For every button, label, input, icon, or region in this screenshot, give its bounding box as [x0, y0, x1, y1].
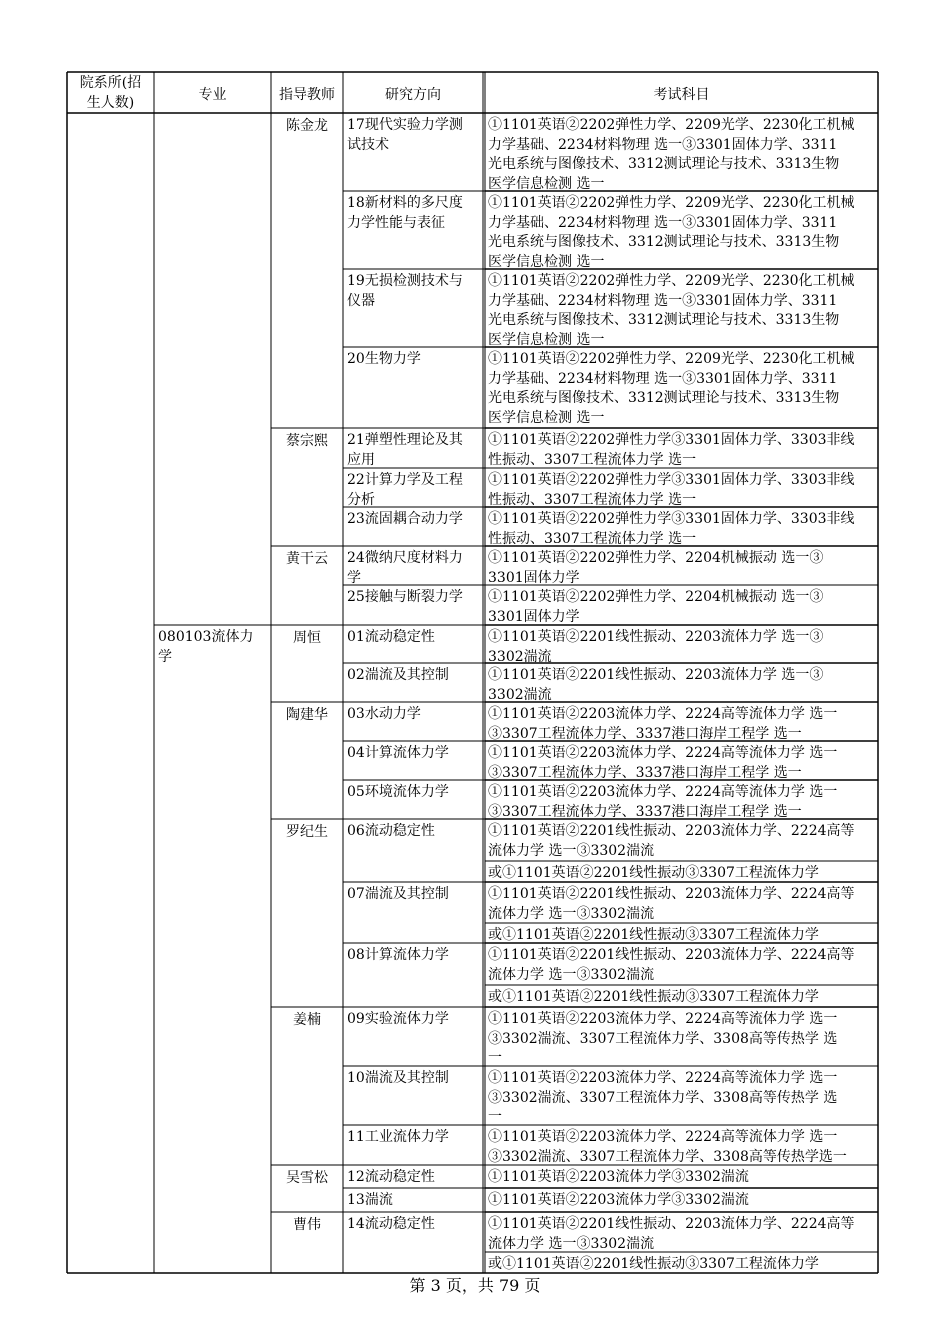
page-footer: 第 3 页，共 79 页 [409, 1276, 541, 1295]
exam-subjects: ①1101英语②2202弹性力学、2209光学、2230化工机械 [488, 195, 855, 211]
exam-subjects: 或①1101英语②2201线性振动③3307工程流体力学 [488, 1256, 819, 1272]
exam-subjects: 光电系统与图像技术、3312测试理论与技术、3313生物 [488, 312, 840, 328]
exam-subjects: 光电系统与图像技术、3312测试理论与技术、3313生物 [488, 390, 840, 406]
advisor-name: 陈金龙 [286, 118, 328, 134]
research-direction: 01流动稳定性 [347, 629, 435, 645]
research-direction: 25接触与断裂力学 [347, 589, 463, 605]
exam-subjects: 流体力学 选一③3302湍流 [488, 1235, 655, 1252]
exam-subjects: 力学基础、2234材料物理 选一③3301固体力学、3311 [488, 370, 838, 387]
research-direction: 12流动稳定性 [347, 1169, 435, 1185]
exam-subjects: 3301固体力学 [488, 608, 580, 625]
exam-subjects: ③3307工程流体力学、3337港口海岸工程学 选一 [488, 725, 802, 742]
research-direction: 13湍流 [347, 1192, 393, 1208]
research-direction: 04计算流体力学 [347, 745, 449, 761]
research-direction: 18新材料的多尺度 [347, 195, 463, 211]
exam-subjects: 力学基础、2234材料物理 选一③3301固体力学、3311 [488, 136, 838, 153]
exam-subjects: 一 [488, 1109, 502, 1125]
exam-subjects: 光电系统与图像技术、3312测试理论与技术、3313生物 [488, 156, 840, 172]
exam-subjects: ①1101英语②2201线性振动、2203流体力学 选一③ [488, 629, 824, 645]
research-direction: 试技术 [347, 136, 389, 153]
advisor-name: 黄干云 [286, 551, 328, 567]
research-direction: 力学性能与表征 [347, 214, 445, 231]
exam-subjects: ①1101英语②2202弹性力学、2209光学、2230化工机械 [488, 117, 855, 133]
research-direction: 22计算力学及工程 [347, 472, 463, 488]
research-direction: 17现代实验力学测 [347, 117, 463, 133]
research-direction: 05环境流体力学 [347, 784, 449, 800]
exam-subjects: ③3307工程流体力学、3337港口海岸工程学 选一 [488, 764, 802, 781]
exam-subjects: ①1101英语②2202弹性力学③3301固体力学、3303非线 [488, 432, 855, 448]
exam-subjects: ①1101英语②2203流体力学③3302湍流 [488, 1192, 749, 1208]
exam-subjects: ①1101英语②2202弹性力学、2209光学、2230化工机械 [488, 351, 855, 367]
advisor-name: 吴雪松 [286, 1170, 328, 1186]
research-direction: 06流动稳定性 [347, 823, 435, 839]
exam-subjects: ③3307工程流体力学、3337港口海岸工程学 选一 [488, 803, 802, 820]
exam-subjects: 或①1101英语②2201线性振动③3307工程流体力学 [488, 865, 819, 881]
exam-subjects: 流体力学 选一③3302湍流 [488, 966, 655, 983]
exam-subjects: ①1101英语②2203流体力学、2224高等流体力学 选一 [488, 745, 838, 761]
exam-subjects: 性振动、3307工程流体力学 选一 [488, 451, 697, 468]
research-direction: 20生物力学 [347, 351, 421, 367]
exam-subjects: ③3302湍流、3307工程流体力学、3308高等传热学选一 [488, 1148, 847, 1165]
exam-subjects: 或①1101英语②2201线性振动③3307工程流体力学 [488, 927, 819, 943]
exam-subjects: ①1101英语②2203流体力学、2224高等流体力学 选一 [488, 1070, 838, 1086]
exam-subjects: 3302湍流 [488, 686, 552, 703]
exam-subjects: 医学信息检测 选一 [488, 175, 605, 192]
exam-subjects: ③3302湍流、3307工程流体力学、3308高等传热学 选 [488, 1030, 838, 1047]
major-name: 080103流体力 [158, 629, 254, 645]
advisor-name: 姜楠 [293, 1012, 321, 1028]
header-exam: 考试科目 [653, 87, 710, 103]
research-direction: 14流动稳定性 [347, 1216, 435, 1232]
exam-subjects: 性振动、3307工程流体力学 选一 [488, 491, 697, 508]
exam-subjects: 一 [488, 1050, 502, 1066]
header-dept-line1: 院系所(招 [79, 75, 142, 91]
exam-subjects: 3302湍流 [488, 648, 552, 665]
exam-subjects: 光电系统与图像技术、3312测试理论与技术、3313生物 [488, 234, 840, 250]
exam-subjects: 医学信息检测 选一 [488, 253, 605, 270]
exam-subjects: 或①1101英语②2201线性振动③3307工程流体力学 [488, 989, 819, 1005]
exam-subjects: 3301固体力学 [488, 569, 580, 586]
research-direction: 09实验流体力学 [347, 1011, 449, 1027]
research-direction: 19无损检测技术与 [347, 273, 463, 289]
exam-subjects: 力学基础、2234材料物理 选一③3301固体力学、3311 [488, 214, 838, 231]
exam-subjects: ①1101英语②2202弹性力学③3301固体力学、3303非线 [488, 511, 855, 527]
exam-subjects: ①1101英语②2203流体力学、2224高等流体力学 选一 [488, 1011, 838, 1027]
research-direction: 23流固耦合动力学 [347, 511, 463, 527]
exam-subjects: ①1101英语②2201线性振动、2203流体力学、2224高等 [488, 947, 855, 963]
exam-subjects: 性振动、3307工程流体力学 选一 [488, 530, 697, 547]
advisor-name: 蔡宗熙 [286, 433, 328, 449]
research-direction: 02湍流及其控制 [347, 667, 449, 683]
research-direction: 11工业流体力学 [347, 1129, 449, 1145]
research-direction: 08计算流体力学 [347, 947, 449, 963]
exam-subjects: ①1101英语②2202弹性力学、2204机械振动 选一③ [488, 589, 824, 605]
exam-subjects: 流体力学 选一③3302湍流 [488, 905, 655, 922]
research-direction: 仪器 [347, 292, 375, 309]
research-direction: 学 [347, 569, 361, 586]
exam-subjects: ①1101英语②2203流体力学、2224高等流体力学 选一 [488, 706, 838, 722]
exam-subjects: ③3302湍流、3307工程流体力学、3308高等传热学 选 [488, 1089, 838, 1106]
exam-subjects: ①1101英语②2203流体力学、2224高等流体力学 选一 [488, 1129, 838, 1145]
advisor-name: 曹伟 [293, 1217, 321, 1233]
exam-subjects: ①1101英语②2203流体力学、2224高等流体力学 选一 [488, 784, 838, 800]
advisor-name: 陶建华 [286, 707, 328, 723]
research-direction: 应用 [347, 451, 375, 468]
exam-subjects: ①1101英语②2201线性振动、2203流体力学、2224高等 [488, 823, 855, 839]
exam-subjects: ①1101英语②2201线性振动、2203流体力学、2224高等 [488, 886, 855, 902]
exam-subjects: 医学信息检测 选一 [488, 331, 605, 348]
exam-subjects: ①1101英语②2201线性振动、2203流体力学、2224高等 [488, 1216, 855, 1232]
advisor-name: 周恒 [293, 630, 321, 646]
header-major: 专业 [198, 87, 227, 103]
exam-subjects: ①1101英语②2202弹性力学、2209光学、2230化工机械 [488, 273, 855, 289]
research-direction: 21弹塑性理论及其 [347, 432, 463, 448]
exam-subjects: ①1101英语②2202弹性力学、2204机械振动 选一③ [488, 550, 824, 566]
exam-subjects: 流体力学 选一③3302湍流 [488, 842, 655, 859]
research-direction: 分析 [347, 491, 375, 508]
research-direction: 24微纳尺度材料力 [347, 550, 463, 566]
advisor-name: 罗纪生 [286, 824, 328, 840]
exam-subjects: 医学信息检测 选一 [488, 409, 605, 426]
research-direction: 10湍流及其控制 [347, 1070, 449, 1086]
header-direction: 研究方向 [385, 87, 441, 103]
exam-subjects: ①1101英语②2202弹性力学③3301固体力学、3303非线 [488, 472, 855, 488]
exam-subjects: ①1101英语②2201线性振动、2203流体力学 选一③ [488, 667, 824, 683]
exam-subjects: 力学基础、2234材料物理 选一③3301固体力学、3311 [488, 292, 838, 309]
major-name: 学 [158, 648, 172, 665]
header-advisor: 指导教师 [279, 87, 335, 103]
research-direction: 03水动力学 [347, 706, 421, 722]
header-dept-line2: 生人数) [86, 95, 135, 111]
exam-subjects: ①1101英语②2203流体力学③3302湍流 [488, 1169, 749, 1185]
research-direction: 07湍流及其控制 [347, 886, 449, 902]
